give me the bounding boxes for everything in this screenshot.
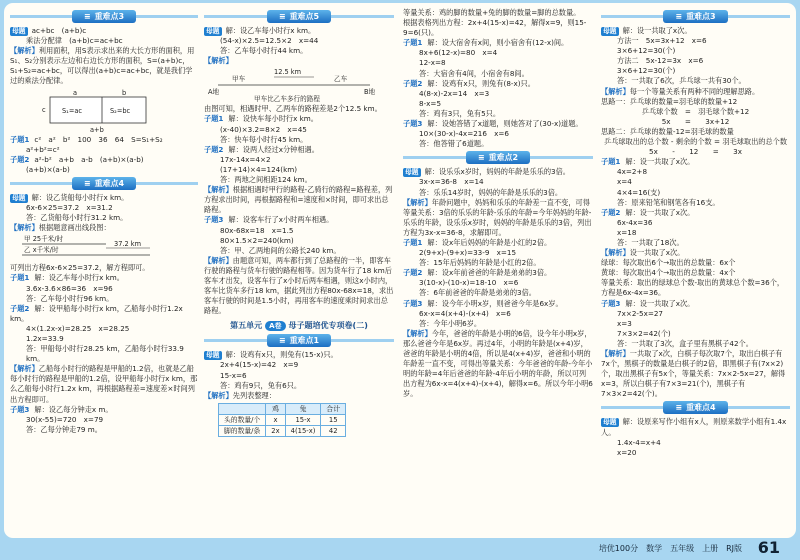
answer-line: 绿球：每次取出6个→取出的总数量：6x个: [601, 258, 736, 268]
answer-page: [4, 3, 796, 538]
answer-text: 解：设她答错了x道题，则她答对了(30-x)道题。: [427, 119, 583, 129]
answer-line: 乘法分配律 (a+b)c=ac+bc: [26, 36, 123, 46]
sub-problem-label: 子题3: [403, 119, 423, 129]
sub-problem-answer: [403, 38, 593, 48]
table-row: [219, 425, 346, 436]
sub-problem-answer: [204, 114, 394, 124]
answer-line: 答：今年小明6岁。: [419, 318, 482, 328]
chicken-rabbit-table: [218, 403, 346, 437]
answer-line: 8x+6(12-x)=80 x=4: [419, 48, 498, 58]
answer-line: 等量关系：鸡的脚的数量+兔的脚的数量=脚的总数量。: [403, 8, 581, 17]
sub-problem-answer: [10, 304, 198, 324]
footer-book-title: 培优100分 数学 五年级 上册 RJ版: [598, 544, 742, 553]
sub-problem-label: 子题3: [10, 404, 30, 414]
section-header-banner: [267, 334, 331, 347]
analysis-label: 【解析】: [10, 364, 39, 374]
answer-line: 答：一共取了18次。: [617, 237, 684, 247]
answer-line: 由图可知，相遇时甲、乙两车的路程差是2个12.5 km。: [204, 104, 382, 114]
answer-line: 答：一共取了3次，盒子里有黑棋子42个。: [617, 338, 753, 348]
sub-problem-answer: [10, 135, 198, 145]
answer-line: 2(9+x)-(9+x)=33-9 x=15: [419, 248, 517, 258]
answer-line: 方法二 5x-12=3x x=6: [617, 56, 704, 66]
answer-text: 解：设乙每分钟走x m。: [34, 404, 113, 414]
sub-problem-answer: [403, 238, 593, 248]
page-footer: [0, 538, 800, 560]
sub-problem-answer: [10, 405, 198, 415]
answer-line: 乒乓球个数 = 羽毛球个数+12: [641, 106, 750, 116]
sub-problem-label: 子题3: [601, 298, 621, 308]
answer-line: 答：大宿舍有4间，小宿舍有8间。: [419, 68, 529, 78]
section-title: 重难点5: [289, 12, 320, 21]
analysis-label: 【解析】: [403, 197, 432, 207]
table-cell: 4(15-x): [285, 425, 321, 436]
answer-line: x=4: [617, 177, 632, 187]
sub-problem-answer: [403, 119, 593, 129]
sub-problem-label: 子题2: [204, 144, 224, 154]
list-icon: ≡: [278, 336, 286, 346]
answer-line: (17+14)×4=124(km): [220, 164, 298, 174]
list-icon: ≡: [278, 12, 286, 21]
table-cell: 15-x: [285, 414, 321, 425]
answer-text: 解：设客车行了x小时两车相遇。: [228, 215, 334, 225]
car-a-label: 甲车: [232, 75, 246, 84]
analysis-paragraph: [204, 56, 394, 66]
answer-line: 3.6x-3.6×86=36 x=96: [26, 283, 113, 293]
answer-line: 答：两地之间相距124 km。: [220, 175, 312, 185]
main-problem-label: 母题: [206, 351, 220, 360]
sub-problem-answer: [601, 299, 790, 309]
sub-problem-label: 子题2: [10, 154, 30, 164]
answer-line: 乒乓球取出的总个数 - 剩余的个数 = 羽毛球取出的总个数: [603, 137, 788, 147]
answer-text: 解：设快车每小时行x km。: [228, 114, 318, 124]
table-cell: 鸡: [266, 403, 285, 414]
section-header-banner: [663, 10, 727, 23]
distance-label: 12.5 km: [274, 68, 302, 77]
sub-problem-label: 子题2: [403, 78, 423, 88]
analysis-paragraph: [403, 198, 593, 238]
sub-problem-label: 子题1: [403, 38, 423, 48]
analysis-label: 【解析】: [204, 185, 233, 195]
section-header: [204, 10, 394, 23]
table-cell: x: [266, 414, 285, 425]
table-cell: 42: [321, 425, 346, 436]
section-header-banner: [663, 401, 727, 414]
answer-line: 可列出方程6x-6×25=37.2，解方程即可。: [10, 263, 150, 273]
answer-line: 4x=2+8: [617, 167, 648, 177]
section-header-banner: [72, 10, 136, 23]
section-header: [10, 10, 198, 23]
answer-line: 答：乙车每小时行44 km。: [220, 46, 308, 56]
analysis-label: 【解析】: [601, 86, 630, 96]
answer-line: 答：一共取了6次，乒乓球一共有30个。: [617, 76, 746, 86]
table-cell: 头的数量/个: [219, 414, 266, 425]
main-problem-answer: [204, 350, 394, 360]
analysis-paragraph: [10, 46, 198, 86]
section-title: 重难点4: [686, 403, 716, 413]
answer-text: 解：设一共取了x次。: [625, 298, 695, 308]
section-header: [10, 177, 198, 190]
analysis-paragraph: [204, 256, 394, 317]
answer-line: 答：15年后妈妈的年龄是小红的2倍。: [419, 258, 541, 268]
answer-line: x=3: [617, 318, 632, 328]
answer-text: 解：设原来写作小组有x人，则原来数学小组有1.4x人。: [601, 417, 787, 437]
main-problem-label: 母题: [603, 418, 617, 427]
label-a: a: [73, 88, 78, 97]
line-segment-diagram: [10, 234, 190, 262]
answer-text: 解：设两人经过x分钟相遇。: [228, 144, 319, 154]
answer-line: (a+b)×(a-b): [26, 164, 70, 174]
section-title: 重难点2: [488, 153, 519, 163]
answer-text: 解：设一共取了x次。: [625, 157, 695, 167]
analysis-text: 根据相遇时甲行的路程-乙骑行的路程=路程差，列方程求出时间，再根据路程和=速度和×时间，即可求出总路程。: [204, 185, 393, 215]
answer-line: 4×(1.2x-x)=28.25 x=28.25: [26, 323, 130, 333]
main-problem-answer: [10, 26, 198, 36]
label-c: c: [42, 105, 46, 114]
analysis-text: 由题意可知，两车都行到了总路程的一半，即客车行驶的路程与货车行驶的路程相等。因为货车行了18 km后客车才出发，设客车行了x小时后两车相遇，则这x小时内，客车比货车多行18 km，据此列出方程80x-68x=18，求出客车行驶的时间是1.5小时，再用客车的速度乘时间求出总路程。: [204, 255, 394, 316]
analysis-label: 【解析】: [601, 248, 630, 258]
answer-line: x=18: [617, 227, 637, 237]
answer-line: 7×3×2=42(个): [617, 328, 671, 338]
answer-text: 解：设乙货船每小时行x km。: [31, 192, 129, 202]
answer-line: 7x×2-5x=27: [617, 308, 664, 318]
answer-line: 6x-6×25=37.2 x=31.2: [26, 203, 113, 213]
place-a-label: A地: [208, 88, 220, 97]
sub-problem-label: 子题2: [10, 303, 30, 313]
answer-line: 5x = 3x+12: [661, 116, 730, 126]
place-b-label: B地: [364, 88, 376, 97]
analysis-paragraph: [403, 329, 593, 400]
answer-text: 解：设一共取了x次。: [622, 26, 692, 35]
diagram-caption: 甲车比乙车多行的路程: [254, 95, 320, 104]
answer-line: 3(10-x)-(10-x)=18-10 x=6: [419, 278, 519, 288]
list-icon: ≡: [83, 12, 91, 21]
answer-line: 80x-68x=18 x=1.5: [220, 225, 294, 235]
answer-text: 解：设今年小明x岁，则爸爸今年是6x岁。: [427, 298, 563, 308]
analysis-label: 【解析】: [204, 56, 233, 66]
main-problem-answer: [10, 193, 198, 203]
analysis-text: 根据题意画出线段图：: [38, 223, 111, 233]
list-icon: ≡: [83, 178, 91, 188]
sub-problem-answer: [204, 215, 394, 225]
answer-text: 解：设乙车每小时行x km。: [34, 273, 124, 283]
answer-column: [204, 8, 394, 534]
answer-line: 3×6+12=30(个): [617, 66, 676, 76]
sub-problem-label: 子题1: [10, 273, 30, 283]
answer-column: [10, 8, 198, 534]
bottom-segment-label: 乙 x千米/时: [24, 246, 59, 255]
analysis-label: 【解析】: [10, 223, 39, 233]
answer-text: 解：设一共取了x次。: [625, 207, 695, 217]
answer-line: a²+b²=c²: [26, 144, 60, 154]
analysis-text: 年龄问题中，妈妈和乐乐的年龄差一直不变，可得等量关系：3倍的乐乐的年龄-乐乐的年龄=今年妈妈的年龄-乐乐的年龄，设乐乐x岁时，妈妈的年龄是乐乐的3倍，列出方程为3x-x=36-8，求解即可。: [403, 197, 592, 237]
answer-line: (x-40)×3.2=8×2 x=45: [220, 124, 307, 134]
answer-line: 答：快车每小时行45 km。: [220, 134, 308, 144]
analysis-text: 一共取了x次，白棋子每次取7个，取出白棋子有7x个，黑棋子的数量是白棋子的2倍，即黑棋子有(7x×2)个，取出黑棋子有5x个，等量关系：7x×2-5x=27，解得x=3，所以白棋子有7×3=21(个)，黑棋子有7×3×2=42(个)。: [601, 349, 786, 399]
answer-line: 答：乐乐14岁时，妈妈的年龄是乐乐的3倍。: [419, 187, 563, 197]
analysis-label: 【解析】: [204, 255, 233, 265]
answer-line: 答：乙车每小时行96 km。: [26, 293, 114, 303]
main-problem-label: 母题: [12, 27, 26, 35]
sub-problem-answer: [10, 273, 198, 283]
unit-title: [204, 320, 394, 332]
section-header: [601, 10, 790, 23]
list-icon: ≡: [675, 403, 683, 413]
area-diagram: [10, 88, 190, 134]
analysis-text: 利用面积，用S表示求出来的大长方形的面积，用S₁、S₂分别表示左边和右边长方形的面积，S=(a+b)c，S₁+S₂=ac+bc，可以得出(a+b)c=ac+bc，就是我们学过的乘法分配律。: [10, 46, 195, 86]
answer-line: 10×(30-x)-4x=216 x=6: [419, 129, 509, 139]
analysis-label: 【解析】: [204, 390, 233, 400]
label-s2: S₂=bc: [110, 106, 131, 115]
main-problem-answer: [601, 26, 790, 36]
label-a-plus-b: a+b: [90, 125, 104, 134]
answer-text: c² a² b² 100 36 64 S=S₁+S₂: [34, 134, 163, 144]
answer-line: 5x - 12 = 3x: [649, 147, 742, 157]
analysis-label: 【解析】: [601, 349, 630, 358]
analysis-text: 先列表整理：: [232, 390, 276, 400]
sub-problem-label: 子题1: [204, 114, 224, 124]
answer-line: 答：鸡有3只，兔有5只。: [419, 108, 501, 118]
section-header-banner: [72, 177, 136, 190]
answer-line: (54-x)×2.5=12.5×2 x=44: [220, 36, 319, 46]
main-problem-answer: [403, 167, 593, 177]
answer-text: a²-b² a+b a-b (a+b)×(a-b): [34, 154, 144, 164]
answer-line: 答：乙每分钟走79 m。: [26, 424, 102, 434]
list-icon: ≡: [675, 12, 683, 21]
answer-line: 答：他答错了6道题。: [419, 139, 489, 149]
answer-line: 3×6+12=30(个): [617, 46, 676, 56]
answer-text: 解：设鸡有x只，则兔有(15-x)只。: [225, 350, 338, 360]
analysis-text: 乙船每小时行的路程是甲船的1.2倍，也就是乙船每小时行的路程是甲船的1.2倍，设甲船每小时行x km，那么乙船每小时行1.2x km，再根据路程差=速度差×时间列出方程即可。: [10, 364, 198, 404]
meeting-diagram: [204, 67, 384, 103]
table-cell: 脚的数量/条: [219, 425, 266, 436]
main-problem-label: 母题: [603, 27, 617, 35]
answer-line: 等量关系：取出的绿球总个数-取出的黄球总个数=36个，方程是6x-4x=36。: [601, 278, 785, 298]
section-header: [204, 334, 394, 347]
sub-problem-label: 子题3: [204, 215, 224, 225]
analysis-paragraph: [10, 223, 198, 233]
table-cell: 兔: [285, 403, 321, 414]
answer-line: 方法一 5x=3x+12 x=6: [617, 36, 707, 46]
answer-line: 答：鸡有9只，兔有6只。: [220, 380, 302, 390]
sub-problem-answer: [601, 157, 790, 167]
answer-line: 答：6年前爸爸的年龄是弟弟的3倍。: [419, 288, 536, 298]
section-title: 重难点1: [289, 336, 320, 346]
section-title: 重难点3: [94, 12, 125, 21]
main-problem-answer: [204, 26, 394, 36]
answer-line: 6x-4x=36: [617, 217, 653, 227]
sub-problem-label: 子题1: [601, 157, 621, 167]
sub-problem-label: 子题1: [10, 134, 30, 144]
table-cell: 合计: [321, 403, 346, 414]
answer-line: 80×1.5×2=240(km): [220, 235, 294, 245]
label-s1: S₁=ac: [62, 106, 83, 115]
sub-problem-label: 子题2: [403, 268, 423, 278]
main-problem-label: 母题: [405, 168, 419, 177]
answer-line: 根据表格列出方程：2x+4(15-x)=42，解得x=9，则15-9=6(只)。: [403, 18, 587, 38]
section-header-banner: [466, 151, 530, 164]
sub-problem-label: 子题3: [403, 298, 423, 308]
answer-line: 4(8-x)-2x=14 x=3: [419, 88, 490, 98]
answer-line: 黄球：每次取出4个→取出的总数量：4x个: [601, 268, 736, 278]
answer-line: 1.4x-4=x+4: [617, 437, 661, 447]
answer-line: 答：乙货船每小时行31.2 km。: [26, 213, 128, 223]
sub-problem-answer: [403, 299, 593, 309]
answer-text: 解：设x年前爸爸的年龄是弟弟的3倍。: [427, 268, 552, 278]
section-header: [601, 401, 790, 414]
answer-line: 1.2x=33.9: [26, 333, 64, 343]
answer-line: 6x-x=4(x+4)-(x+4) x=6: [419, 308, 511, 318]
analysis-text: 今年，爸爸的年龄是小明的6倍，设今年小明x岁，那么爸爸今年是6x岁。再过4年，小明的年龄是(x+4)岁，爸爸的年龄是小明的4倍，所以是4(x+4)岁，爸爸和小明的年龄差一直不变，可得出等量关系：今年爸爸的年龄-今年小明的年龄=4年后爸爸的年龄-4年后小明的年龄，所以可列出方程为6x-x=4(x+4)-(x+4)，解得x=6。所以今年小明6岁。: [403, 328, 593, 399]
analysis-paragraph: [204, 185, 394, 215]
table-cell: [219, 403, 266, 414]
section-header: [403, 151, 593, 164]
answer-text: 解：设甲船每小时行x km，乙船每小时行1.2x km。: [10, 303, 183, 323]
table-cell: 15: [321, 414, 346, 425]
answer-line: 答：原来铅笔和钢笔各有16支。: [617, 197, 720, 207]
unit-name: 第五单元: [230, 321, 263, 331]
section-title: 重难点3: [686, 12, 716, 21]
list-icon: ≡: [477, 153, 485, 163]
answer-text: 解：设乙车每小时行x km。: [225, 26, 316, 35]
top-segment-label: 甲 25千米/时: [24, 235, 64, 244]
sub-problem-answer: [10, 155, 198, 165]
main-problem-label: 母题: [206, 27, 220, 35]
answer-line: 17x-14x=4×2: [220, 154, 271, 164]
main-problem-answer: [601, 417, 790, 437]
analysis-paragraph: [601, 349, 790, 399]
answer-text: 解：设x年后妈妈的年龄是小红的2倍。: [427, 237, 552, 247]
answer-line: 3x-x=36-8 x=14: [419, 177, 484, 187]
answer-text: 解：设大宿舍有x间，则小宿舍有(12-x)间。: [427, 38, 569, 48]
answer-line: 15-x=6: [220, 370, 247, 380]
answer-line: 8-x=5: [419, 98, 442, 108]
answer-column: [601, 8, 790, 534]
main-problem-label: 母题: [12, 193, 26, 202]
analysis-paragraph: [10, 364, 198, 404]
section-header-banner: [267, 10, 331, 23]
answer-line: x=20: [617, 447, 637, 457]
sub-problem-answer: [403, 268, 593, 278]
paper-label: A卷: [265, 321, 285, 331]
car-b-label: 乙车: [334, 75, 348, 84]
sub-problem-label: 子题2: [601, 207, 621, 217]
answer-text: 解：设乐乐x岁时，妈妈的年龄是乐乐的3倍。: [424, 167, 570, 177]
sub-problem-label: 子题1: [403, 237, 423, 247]
sub-problem-answer: [403, 79, 593, 89]
paper-title: 母子题培优专项卷(二): [288, 321, 368, 331]
answer-line: 12-x=8: [419, 58, 446, 68]
page-number: 61: [757, 538, 780, 557]
sub-problem-answer: [601, 208, 790, 218]
answer-line: 答：甲船每小时行28.25 km，乙船每小时行33.9 km。: [26, 344, 184, 364]
answer-line: 思路二：乒乓球的数量-12=羽毛球的数量: [601, 126, 734, 136]
answer-text: ac+bc (a+b)c: [31, 26, 87, 35]
analysis-paragraph: [601, 87, 790, 97]
analysis-label: 【解析】: [10, 46, 39, 56]
answer-line: 4×4=16(支): [617, 187, 661, 197]
section-title: 重难点4: [94, 178, 125, 188]
answer-column: [403, 8, 593, 534]
analysis-text: 设一共取了x次。: [629, 248, 685, 258]
analysis-text: 每一个等量关系有两种不同的理解思路。: [629, 86, 760, 96]
sub-problem-answer: [204, 145, 394, 155]
analysis-paragraph: [601, 248, 790, 258]
difference-label: 37.2 km: [114, 240, 142, 249]
table-row: [219, 414, 346, 425]
table-row: [219, 403, 346, 414]
label-b: b: [122, 88, 127, 97]
answer-line: 30(x-55)=720 x=79: [26, 414, 104, 424]
answer-line: 答：甲、乙两地间的公路长240 km。: [220, 245, 341, 255]
analysis-paragraph: [204, 391, 394, 401]
analysis-label: 【解析】: [403, 328, 432, 338]
table-cell: 2x: [266, 425, 285, 436]
answer-text: 解：设鸡有x只，则兔有(8-x)只。: [427, 78, 535, 88]
answer-line: 思路一：乒乓球的数量=羽毛球的数量+12: [601, 96, 738, 106]
answer-line: 2x+4(15-x)=42 x=9: [220, 360, 299, 370]
